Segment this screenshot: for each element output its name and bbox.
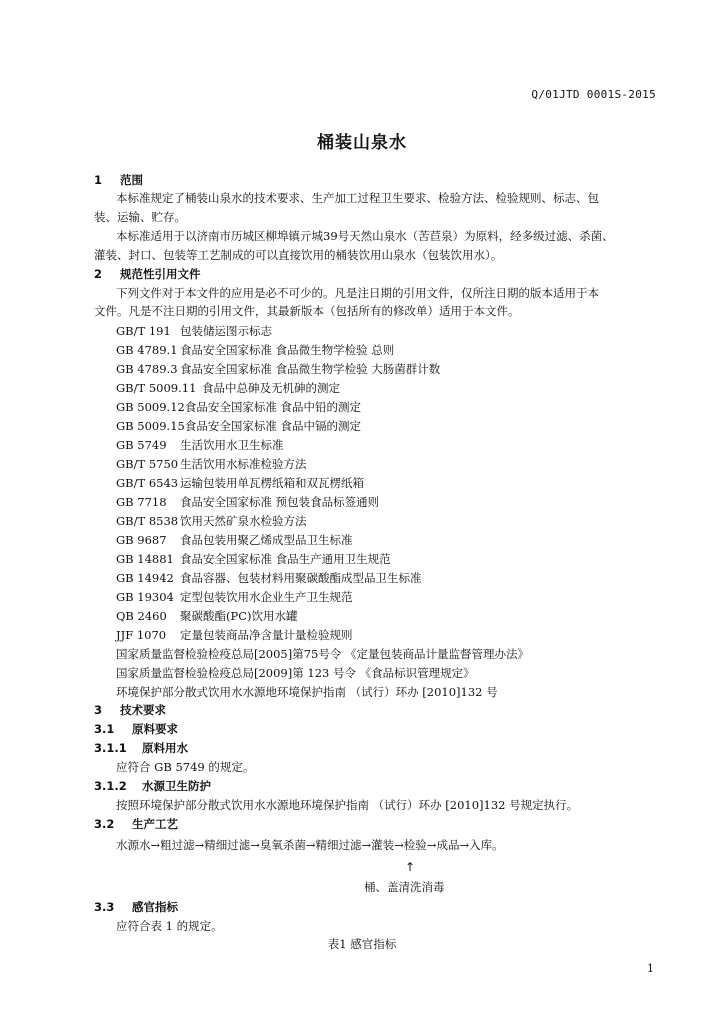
reference-code: GB 5009.12 <box>116 400 185 414</box>
table-caption: 表1 感官指标 <box>327 937 397 951</box>
reference-code: GB 5009.15 <box>116 419 185 433</box>
section-1-heading: 1 范围 <box>94 173 143 187</box>
reference-title: 聚碳酸酯(PC)饮用水罐 <box>180 609 298 623</box>
reference-item <box>116 455 307 473</box>
reference-title: 食品安全国家标准 食品微生物学检验 总则 <box>180 343 395 357</box>
regulation-item: 国家质量监督检验检疫总局[2005]第75号令 《定量包装商品计量监督管理办法》 <box>116 647 530 661</box>
reference-code: GB/T 6543 <box>116 476 179 490</box>
reference-title: 食品安全国家标准 食品微生物学检验 大肠菌群计数 <box>180 362 441 376</box>
reference-title: 定量包装商品净含量计量检验规则 <box>180 628 353 642</box>
standard-code: Q/01JTD 0001S-2015 <box>531 88 656 101</box>
reference-title: 食品安全国家标准 食品生产通用卫生规范 <box>180 552 391 566</box>
regulation-item: 环境保护部分散式饮用水水源地环境保护指南 （试行）环办 [2010]132 号 <box>116 685 498 699</box>
reference-title: 包装储运图示标志 <box>180 324 272 338</box>
reference-code: QB 2460 <box>116 609 167 623</box>
production-flow-substep: 桶、盖清洗消毒 <box>364 880 445 894</box>
reference-code: JJF 1070 <box>116 628 167 642</box>
reference-item <box>116 398 361 416</box>
reference-code: GB 14881 <box>116 552 174 566</box>
reference-item <box>116 493 379 511</box>
reference-item <box>116 588 353 606</box>
reference-item <box>116 322 272 340</box>
reference-title: 运输包装用单瓦楞纸箱和双瓦楞纸箱 <box>180 476 364 490</box>
reference-title: 食品中总砷及无机砷的测定 <box>202 381 340 395</box>
page-number: 1 <box>647 962 654 975</box>
reference-item <box>116 417 361 435</box>
section-3-1-heading: 3.1 原料要求 <box>94 722 178 736</box>
section-3-1-2-text: 按照环境保护部分散式饮用水水源地环境保护指南 （试行）环办 [2010]132 号规定执行。 <box>116 798 579 812</box>
section-1-paragraph-2a: 本标准适用于以济南市历城区柳埠镇亓城39号天然山泉水（苦苣泉）为原料，经多级过滤、杀菌、 <box>116 229 614 243</box>
reference-code: GB 14942 <box>116 571 174 585</box>
reference-title: 食品安全国家标准 食品中铅的测定 <box>184 400 362 414</box>
reference-item <box>116 341 394 359</box>
reference-code: GB/T 5009.11 <box>116 381 197 395</box>
reference-code: GB 5749 <box>116 438 167 452</box>
reference-code: GB 4789.1 <box>116 343 178 357</box>
reference-code: GB/T 5750 <box>116 457 179 471</box>
reference-title: 食品容器、包装材料用聚碳酸酯成型品卫生标准 <box>180 571 422 585</box>
section-3-2-heading: 3.2 生产工艺 <box>94 817 178 831</box>
reference-code: GB 4789.3 <box>116 362 178 376</box>
reference-item <box>116 379 340 397</box>
reference-item <box>116 474 364 492</box>
reference-code: GB 19304 <box>116 590 174 604</box>
reference-title: 定型包装饮用水企业生产卫生规范 <box>180 590 353 604</box>
section-1-paragraph-2b: 灌装、封口、包装等工艺制成的可以直接饮用的桶装饮用山泉水（包装饮用水）。 <box>94 248 503 262</box>
document-title: 桶装山泉水 <box>317 133 407 153</box>
regulation-item: 国家质量监督检验检疫总局[2009]第 123 号令 《食品标识管理规定》 <box>116 666 475 680</box>
section-2-paragraph-1b: 文件。凡是不注日期的引用文件，其最新版本（包括所有的修改单）适用于本文件。 <box>94 304 520 318</box>
reference-item <box>116 607 298 625</box>
reference-item <box>116 569 422 587</box>
section-3-3-heading: 3.3 感官指标 <box>94 900 178 914</box>
reference-title: 生活饮用水标准检验方法 <box>180 457 307 471</box>
section-3-1-2-heading: 3.1.2 水源卫生防护 <box>94 779 211 793</box>
production-flow: 水源水→粗过滤→精细过滤→臭氧杀菌→精细过滤→灌装→检验→成品→入库。 <box>116 838 504 852</box>
reference-item <box>116 550 391 568</box>
section-3-1-1-text: 应符合 GB 5749 的规定。 <box>116 760 255 774</box>
reference-item <box>116 512 307 530</box>
section-3-1-1-heading: 3.1.1 原料用水 <box>94 741 188 755</box>
reference-title: 食品安全国家标准 预包装食品标签通则 <box>180 495 380 509</box>
reference-code: GB/T 191 <box>116 324 171 338</box>
up-arrow-icon: ↑ <box>405 860 416 874</box>
section-2-heading: 2 规范性引用文件 <box>94 267 201 281</box>
reference-item <box>116 626 353 644</box>
reference-title: 饮用天然矿泉水检验方法 <box>180 514 307 528</box>
reference-item <box>116 436 284 454</box>
section-2-paragraph-1a: 下列文件对于本文件的应用是必不可少的。凡是注日期的引用文件，仅所注日期的版本适用于本 <box>116 286 599 300</box>
reference-code: GB 7718 <box>116 495 167 509</box>
reference-code: GB 9687 <box>116 533 167 547</box>
reference-title: 食品包装用聚乙烯成型品卫生标准 <box>180 533 353 547</box>
section-1-paragraph-1a: 本标准规定了桶装山泉水的技术要求、生产加工过程卫生要求、检验方法、检验规则、标志、包 <box>116 191 599 205</box>
reference-code: GB/T 8538 <box>116 514 179 528</box>
section-3-heading: 3 技术要求 <box>94 703 166 717</box>
section-3-3-text: 应符合表 1 的规定。 <box>116 919 223 933</box>
reference-item <box>116 531 353 549</box>
reference-title: 生活饮用水卫生标准 <box>180 438 284 452</box>
section-1-paragraph-1b: 装、运输、贮存。 <box>94 210 186 224</box>
reference-title: 食品安全国家标准 食品中镉的测定 <box>184 419 362 433</box>
reference-item <box>116 360 440 378</box>
